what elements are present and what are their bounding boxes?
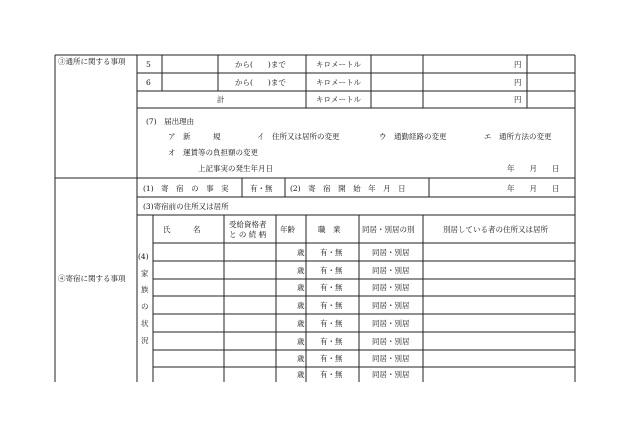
row-job: 有・無	[320, 266, 343, 275]
commute-total-label: 計	[217, 95, 225, 104]
reason-date-label: 上記事実の発生年月日	[198, 164, 273, 173]
row-living: 同居・別居	[372, 283, 410, 292]
row-age: 歳	[297, 319, 305, 328]
boarding-section-label: ④寄宿に関する事項	[58, 274, 126, 283]
boarding-start-label: (2) 寄 宿 開 始 年 月 日	[290, 184, 406, 193]
family-label-part: 況	[141, 336, 149, 345]
row-living: 同居・別居	[372, 266, 410, 275]
family-label-part: 状	[141, 319, 149, 328]
commute-total-yen: 円	[514, 95, 522, 104]
commute-row-range: から( )まで	[235, 78, 286, 87]
commute-section-label: ③通所に関する事項	[58, 57, 126, 66]
header-relation: と の 続 柄	[229, 230, 267, 239]
header-age: 年齢	[280, 225, 295, 234]
reason-option-o: オ 運賃等の負担額の変更	[168, 148, 258, 157]
row-job: 有・無	[320, 301, 343, 310]
row-living: 同居・別居	[372, 337, 410, 346]
row-age: 歳	[297, 301, 305, 310]
row-living: 同居・別居	[372, 248, 410, 257]
row-job: 有・無	[320, 337, 343, 346]
commute-row-yen: 円	[514, 60, 522, 69]
family-label-part: 家	[141, 269, 149, 278]
commute-row-km: キロメートル	[316, 78, 361, 87]
row-age: 歳	[297, 370, 305, 379]
row-living: 同居・別居	[372, 301, 410, 310]
reason-option-e: エ 通所方法の変更	[484, 132, 552, 141]
row-age: 歳	[297, 354, 305, 363]
reason-option-u: ウ 通勤経路の変更	[379, 132, 447, 141]
row-living: 同居・別居	[372, 370, 410, 379]
row-job: 有・無	[320, 354, 343, 363]
row-age: 歳	[297, 266, 305, 275]
commute-row-no: 5	[146, 60, 151, 69]
row-living: 同居・別居	[372, 319, 410, 328]
family-label-part: の	[141, 302, 149, 311]
header-name: 氏 名	[163, 225, 201, 234]
row-age: 歳	[297, 337, 305, 346]
row-living: 同居・別居	[372, 354, 410, 363]
row-job: 有・無	[320, 370, 343, 379]
reason-date-value: 年 月 日	[507, 164, 560, 173]
boarding-start-value: 年 月 日	[507, 184, 560, 193]
commute-row-range: から( )まで	[235, 60, 286, 69]
family-label-part: 族	[141, 285, 149, 294]
header-living: 同居・別居の別	[362, 225, 415, 234]
header-address: 別居している者の住所又は居所	[443, 225, 548, 234]
reason-heading: (7) 届出理由	[146, 117, 195, 126]
row-job: 有・無	[320, 248, 343, 257]
reason-option-i: イ 住所又は居所の変更	[257, 132, 340, 141]
commute-total-km: キロメートル	[316, 95, 361, 104]
row-job: 有・無	[320, 319, 343, 328]
row-job: 有・無	[320, 283, 343, 292]
commute-row-yen: 円	[514, 78, 522, 87]
row-age: 歳	[297, 248, 305, 257]
reason-option-a: ア 新 規	[168, 132, 221, 141]
family-label-part: (4)	[138, 252, 149, 261]
row-age: 歳	[297, 283, 305, 292]
boarding-fact-label: (1) 寄 宿 の 事 実	[143, 184, 229, 193]
header-job: 職 業	[318, 225, 341, 234]
commute-row-km: キロメートル	[316, 60, 361, 69]
boarding-fact-value: 有・無	[250, 184, 273, 193]
boarding-prev-address: (3)寄宿前の住所又は居所	[143, 202, 229, 211]
header-relation: 受給資格者	[229, 220, 267, 229]
commute-row-no: 6	[146, 78, 151, 87]
